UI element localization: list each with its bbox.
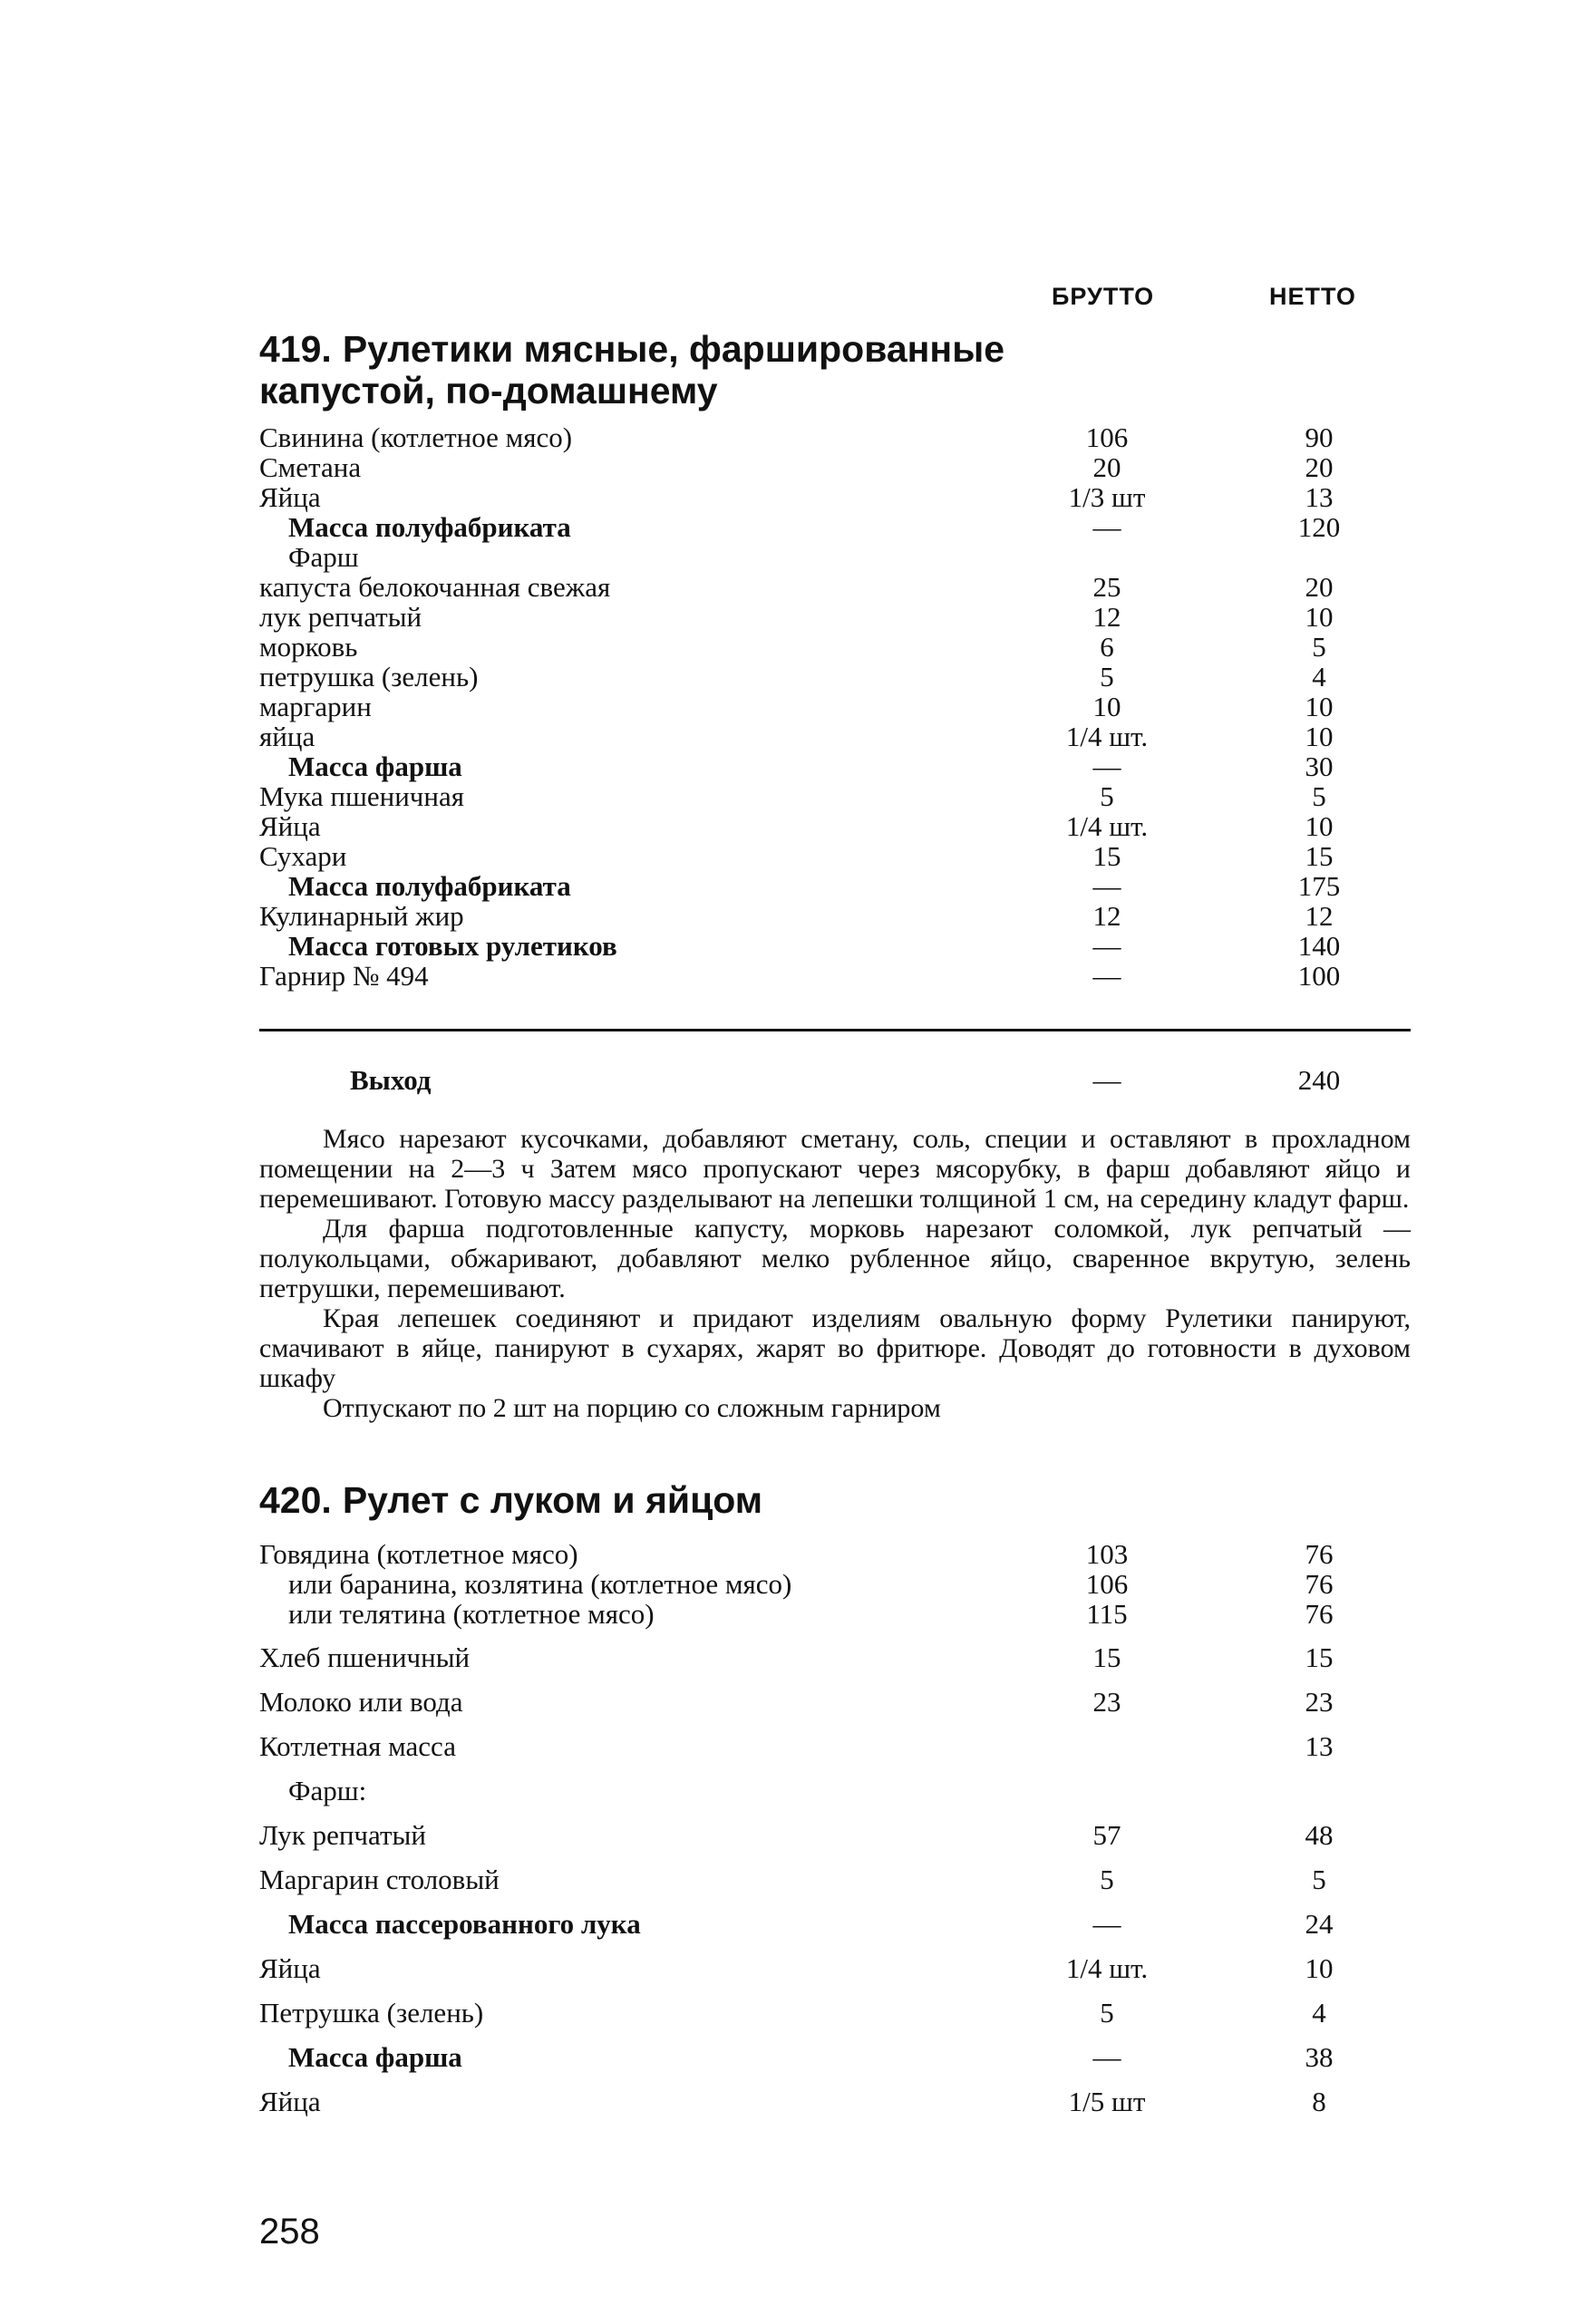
netto-value: 23: [1305, 1686, 1334, 1718]
ingredient-name: Сметана: [259, 451, 362, 483]
subtotal-row: [259, 512, 1411, 542]
netto-value: 76: [1305, 1598, 1334, 1630]
ingredient-name: Яйца: [259, 810, 321, 842]
netto-value: 100: [1297, 960, 1341, 992]
brutto-value: —: [1092, 750, 1121, 782]
brutto-value: —: [1092, 2041, 1121, 2073]
ingredient-name: Яйца: [259, 2086, 321, 2117]
ingredient-row: [259, 1857, 1411, 1902]
ingredient-name: Сухари: [259, 840, 347, 872]
netto-value: 76: [1305, 1538, 1334, 1570]
subtotal-name: Масса пассерованного лука: [288, 1908, 641, 1940]
ingredient-row: [259, 692, 1411, 721]
ingredient-row: [259, 572, 1411, 602]
brutto-value: 106: [1085, 1568, 1129, 1600]
netto-value: 5: [1312, 780, 1326, 812]
ingredient-row: [259, 841, 1411, 871]
ingredient-name: яйца: [259, 721, 315, 752]
subtotal-row: [259, 2035, 1411, 2079]
netto-value: 140: [1297, 930, 1341, 962]
brutto-value: 23: [1092, 1686, 1121, 1718]
ingredient-name: петрушка (зелень): [259, 661, 479, 692]
ingredient-row: [259, 1946, 1411, 1990]
column-header-netto: НЕТТО: [1269, 283, 1356, 310]
ingredient-name: Лук репчатый: [259, 1819, 426, 1851]
ingredient-name: Гарнир № 494: [259, 960, 429, 992]
instruction-paragraph: Мясо нарезают кусочками, добавляют сметану, соль, специи и оставляют в прохладном помещении на 2—3 ч Затем мясо пропускают через мясорубку, в фарш добавляют яйцо и перемешивают. Готовую массу разделывают на лепешки толщиной 1 см, на середину кладут фарш.: [259, 1124, 1411, 1214]
netto-value: 5: [1312, 1864, 1326, 1895]
netto-value: 38: [1305, 2041, 1334, 2073]
column-header-brutto: БРУТТО: [1052, 283, 1155, 310]
brutto-value: 5: [1100, 780, 1114, 812]
netto-value: 20: [1305, 571, 1334, 603]
netto-value: 10: [1305, 1952, 1334, 1984]
brutto-value: 5: [1100, 1864, 1114, 1895]
netto-value: 76: [1305, 1568, 1334, 1600]
section-name: Фарш:: [288, 1775, 367, 1806]
recipe-419-title-line2: капустой, по-домашнему: [259, 370, 718, 412]
brutto-value: 15: [1092, 1641, 1121, 1673]
subtotal-name: Масса фарша: [288, 750, 462, 782]
ingredient-name: Петрушка (зелень): [259, 1997, 484, 2029]
brutto-value: 12: [1092, 900, 1121, 932]
ingredient-name: капуста белокочанная свежая: [259, 571, 611, 603]
recipe-419-number: 419.: [259, 328, 332, 370]
netto-value: 15: [1305, 1641, 1334, 1673]
netto-value: 10: [1305, 810, 1334, 842]
brutto-value: 1/5 шт: [1068, 2086, 1146, 2117]
brutto-value: 1/4 шт.: [1065, 1952, 1149, 1984]
brutto-value: 5: [1100, 661, 1114, 692]
section-row: [259, 542, 1411, 572]
recipe-419-instructions: [259, 1124, 1411, 1423]
ingredient-row: [259, 1635, 1411, 1680]
ingredient-row: [259, 662, 1411, 692]
brutto-value: —: [1092, 511, 1121, 543]
subtotal-row: [259, 871, 1411, 901]
ingredient-name: морковь: [259, 631, 358, 663]
subtotal-row: [259, 1902, 1411, 1946]
ingredient-row: [259, 482, 1411, 512]
subtotal-name: Масса готовых рулетиков: [288, 930, 617, 962]
instruction-paragraph: Отпускают по 2 шт на порцию со сложным гарниром: [323, 1393, 941, 1423]
recipe-420-title-text: Рулет с луком и яйцом: [342, 1479, 763, 1521]
page-number: 258: [259, 2212, 320, 2251]
ingredient-row: [259, 602, 1411, 632]
brutto-value: 10: [1092, 691, 1121, 722]
ingredient-name: Яйца: [259, 481, 321, 513]
brutto-value: 15: [1092, 840, 1121, 872]
netto-value: 13: [1305, 481, 1334, 513]
ingredient-name: или телятина (котлетное мясо): [288, 1598, 655, 1630]
brutto-value: 1/4 шт.: [1065, 810, 1149, 842]
output-netto: 240: [1297, 1064, 1341, 1096]
ingredient-row: [259, 1990, 1411, 2035]
section-name: Фарш: [288, 541, 359, 573]
netto-value: 8: [1312, 2086, 1326, 2117]
ingredient-name: Хлеб пшеничный: [259, 1641, 471, 1673]
ingredient-row: [259, 452, 1411, 482]
section-row: [259, 1768, 1411, 1813]
instruction-paragraph: Края лепешек соединяют и придают изделиям овальную форму Рулетики панируют, смачивают в яйце, панируют в сухарях, жарят во фритюре. Доводят до готовности в духовом шкафу: [259, 1303, 1411, 1393]
recipe-419-title: [259, 328, 1004, 412]
netto-value: 4: [1312, 661, 1326, 692]
divider-rule: [259, 1029, 1411, 1031]
brutto-value: 12: [1092, 601, 1121, 633]
netto-value: 10: [1305, 691, 1334, 722]
netto-value: 30: [1305, 750, 1334, 782]
brutto-value: 1/4 шт.: [1065, 721, 1149, 752]
ingredient-row: [259, 632, 1411, 662]
ingredient-row: [259, 1569, 1411, 1599]
brutto-value: 106: [1085, 421, 1129, 453]
output-brutto: —: [1092, 1064, 1121, 1096]
brutto-value: 25: [1092, 571, 1121, 603]
brutto-value: 5: [1100, 1997, 1114, 2029]
brutto-value: —: [1092, 960, 1121, 992]
recipe-419-ingredients: [259, 422, 1411, 991]
netto-value: 10: [1305, 721, 1334, 752]
brutto-value: 20: [1092, 451, 1121, 483]
ingredient-row: [259, 721, 1411, 751]
ingredient-name: или баранина, козлятина (котлетное мясо): [288, 1568, 792, 1600]
ingredient-name: Молоко или вода: [259, 1686, 463, 1718]
ingredient-row: [259, 781, 1411, 811]
brutto-value: 57: [1092, 1819, 1121, 1851]
brutto-value: —: [1092, 1908, 1121, 1940]
brutto-value: 103: [1085, 1538, 1129, 1570]
netto-value: 12: [1305, 900, 1334, 932]
subtotal-row: [259, 931, 1411, 961]
netto-value: 48: [1305, 1819, 1334, 1851]
brutto-value: 115: [1086, 1598, 1128, 1630]
subtotal-name: Масса фарша: [288, 2041, 462, 2073]
ingredient-name: Свинина (котлетное мясо): [259, 421, 573, 453]
output-row: [259, 1062, 1411, 1099]
subtotal-name: Масса полуфабриката: [288, 511, 571, 543]
recipe-420-number: 420.: [259, 1479, 332, 1521]
subtotal-row: [259, 751, 1411, 781]
netto-value: 90: [1305, 421, 1334, 453]
netto-value: 4: [1312, 1997, 1326, 2029]
netto-value: 24: [1305, 1908, 1334, 1940]
ingredient-row: [259, 1813, 1411, 1857]
ingredient-row: [259, 811, 1411, 841]
netto-value: 5: [1312, 631, 1326, 663]
netto-value: 20: [1305, 451, 1334, 483]
recipe-420-title: [259, 1479, 762, 1521]
ingredient-row: [259, 961, 1411, 991]
brutto-value: —: [1092, 870, 1121, 902]
ingredient-name: Маргарин столовый: [259, 1864, 500, 1895]
netto-value: 10: [1305, 601, 1334, 633]
ingredient-row: [259, 1680, 1411, 1724]
ingredient-row: [259, 1599, 1411, 1635]
netto-value: 175: [1297, 870, 1341, 902]
netto-value: 13: [1305, 1730, 1334, 1762]
output-label: Выход: [350, 1064, 432, 1096]
netto-value: 15: [1305, 840, 1334, 872]
ingredient-row: [259, 1539, 1411, 1569]
ingredient-row: [259, 1724, 1411, 1768]
instruction-paragraph: Для фарша подготовленные капусту, морковь нарезают соломкой, лук репчатый — полукольцами, обжаривают, добавляют мелко рубленное яйцо, сваренное вкрутую, зелень петрушки, перемешивают.: [259, 1214, 1411, 1303]
ingredient-name: Кулинарный жир: [259, 900, 464, 932]
ingredient-row: [259, 422, 1411, 452]
brutto-value: —: [1092, 930, 1121, 962]
brutto-value: 6: [1100, 631, 1114, 663]
ingredient-name: лук репчатый: [259, 601, 422, 633]
ingredient-row: [259, 901, 1411, 931]
recipe-419-title-line1: Рулетики мясные, фаршированные: [342, 328, 1005, 370]
recipe-420-ingredients: [259, 1539, 1411, 2124]
ingredient-name: Котлетная масса: [259, 1730, 456, 1762]
netto-value: 120: [1297, 511, 1341, 543]
subtotal-name: Масса полуфабриката: [288, 870, 571, 902]
ingredient-name: Яйца: [259, 1952, 321, 1984]
brutto-value: 1/3 шт: [1068, 481, 1146, 513]
ingredient-row: [259, 2079, 1411, 2124]
ingredient-name: Говядина (котлетное мясо): [259, 1538, 578, 1570]
ingredient-name: Мука пшеничная: [259, 780, 464, 812]
ingredient-name: маргарин: [259, 691, 372, 722]
